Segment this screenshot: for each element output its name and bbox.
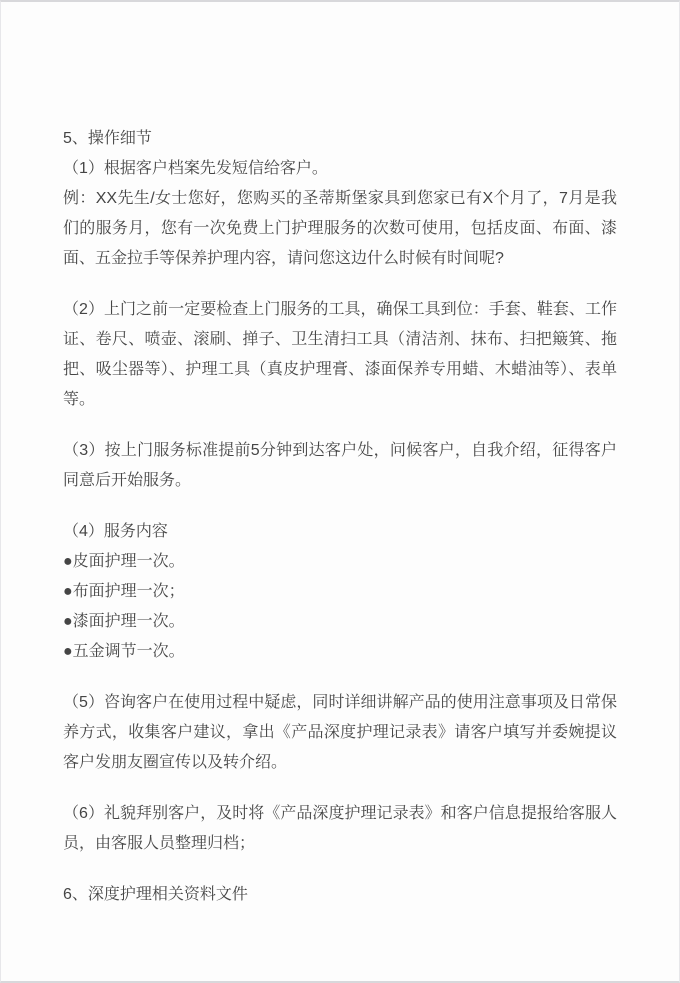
bullet-item: ●布面护理一次；: [63, 583, 185, 600]
numbered-item: （6）礼貌拜别客户，及时将《产品深度护理记录表》和客户信息提报给客服人员，由客服人员整理归档；: [63, 805, 617, 852]
section-heading: 6、深度护理相关资料文件: [63, 886, 248, 903]
bullet-item: ●皮面护理一次。: [63, 553, 185, 570]
document-body: [63, 124, 617, 910]
numbered-item: （3）按上门服务标准提前5分钟到达客户处，问候客户，自我介绍，征得客户同意后开始服务。: [63, 442, 617, 489]
numbered-item: （5）咨询客户在使用过程中疑虑，同时详细讲解产品的使用注意事项及日常保养方式，收集客户建议，拿出《产品深度护理记录表》请客户填写并委婉提议客户发朋友圈宣传以及转介绍。: [63, 694, 617, 771]
bullet-item: ●漆面护理一次。: [63, 613, 185, 630]
numbered-item: （4）服务内容: [63, 523, 168, 540]
numbered-item: （1）根据客户档案先发短信给客户。: [63, 160, 328, 177]
section-heading: 5、操作细节: [63, 130, 152, 147]
bullet-item: ●五金调节一次。: [63, 643, 185, 660]
numbered-item: （2）上门之前一定要检查上门服务的工具，确保工具到位：手套、鞋套、工作证、卷尺、喷壶、滚刷、掸子、卫生清扫工具（清洁剂、抹布、扫把簸箕、拖把、吸尘器等）、护理工具（真皮护理膏、漆面保养专用蜡、木蜡油等）、表单等。: [63, 301, 617, 408]
paragraph: 例：XX先生/女士您好，您购买的圣蒂斯堡家具到您家已有X个月了，7月是我们的服务月，您有一次免费上门护理服务的次数可使用，包括皮面、布面、漆面、五金拉手等保养护理内容，请问您这边什么时候有时间呢?: [63, 190, 617, 267]
